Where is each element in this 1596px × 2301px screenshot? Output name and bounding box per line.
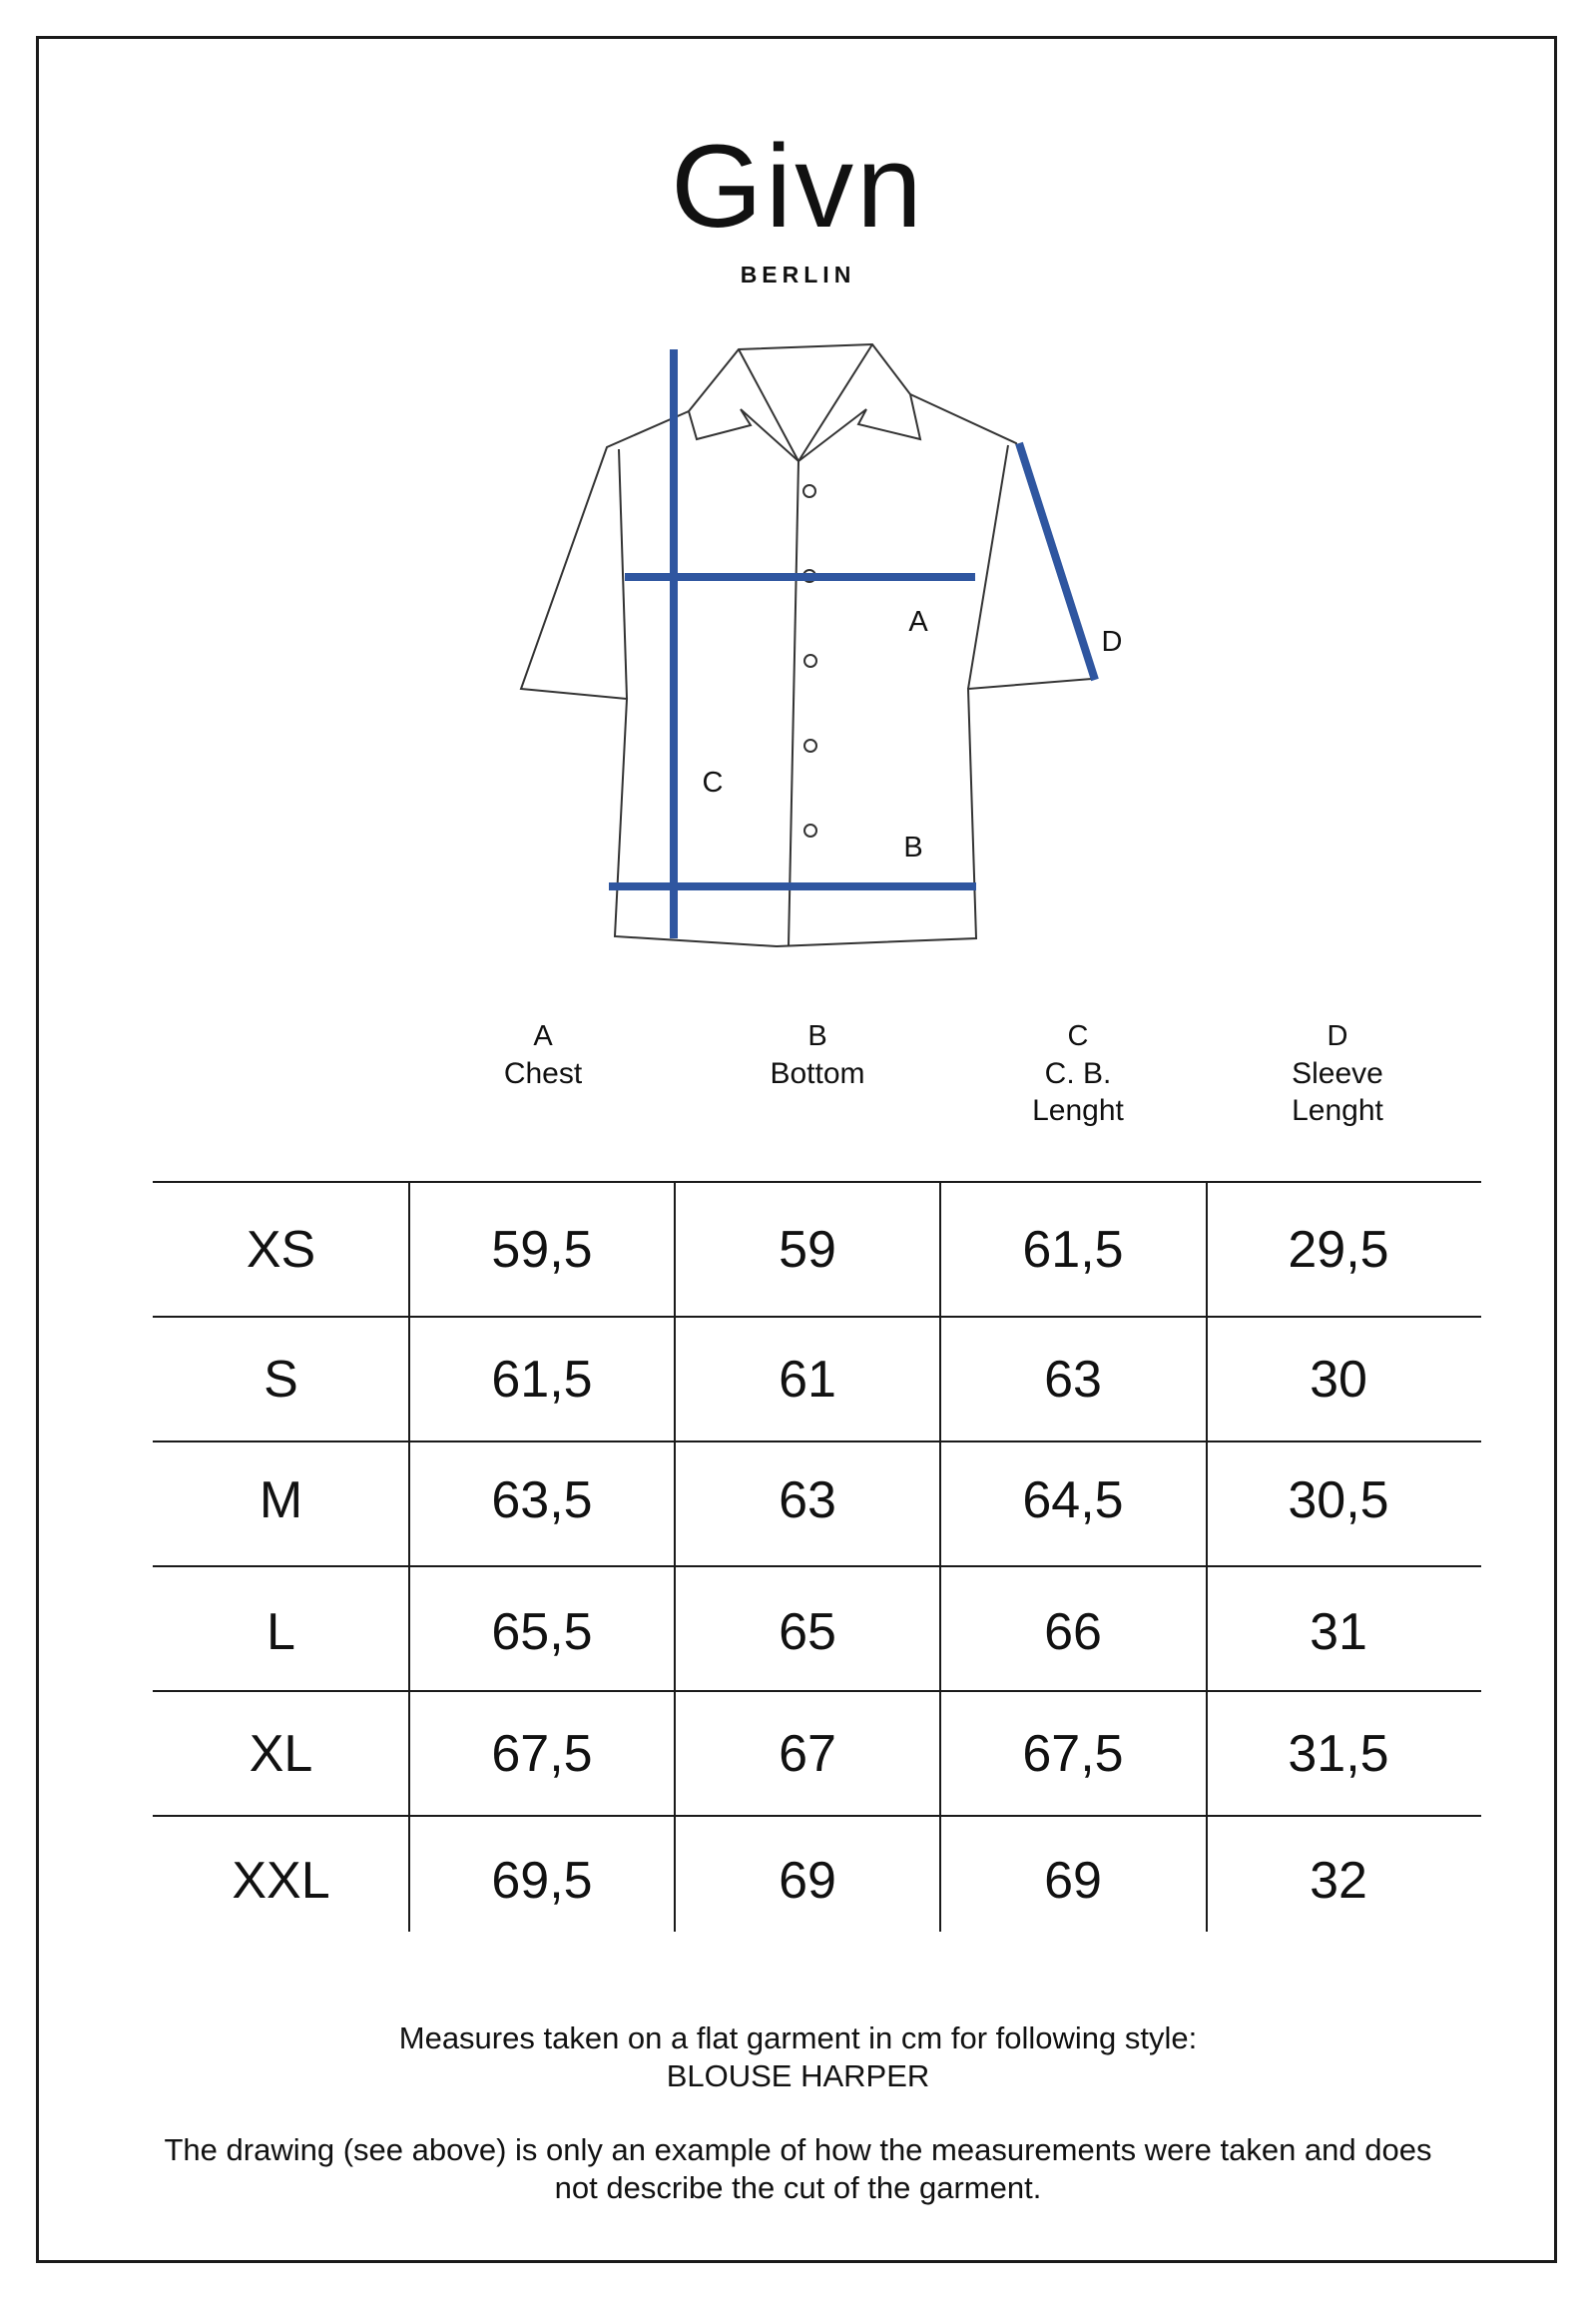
size-cell: M [259, 1471, 303, 1529]
table-row [153, 1316, 1481, 1440]
style-name: BLOUSE HARPER [666, 2058, 930, 2093]
table-row [153, 1815, 1481, 1934]
size-cell: L [266, 1603, 295, 1661]
value-cell: 61,5 [1022, 1220, 1124, 1279]
column-name: Bottom [770, 1057, 865, 1090]
value-cell: 69,5 [491, 1852, 593, 1910]
value-cell: 59 [779, 1220, 836, 1279]
value-cell: 61 [779, 1350, 836, 1409]
value-cell: 61,5 [491, 1350, 593, 1409]
value-cell: 65,5 [491, 1603, 593, 1661]
value-cell: 30,5 [1288, 1471, 1389, 1529]
value-cell: 64,5 [1022, 1471, 1124, 1529]
brand-city: BERLIN [740, 262, 856, 288]
column-header-sleeve-length [1228, 1018, 1447, 1129]
value-cell: 59,5 [491, 1220, 593, 1279]
column-letter: B [807, 1020, 827, 1052]
table-divider [1206, 1181, 1208, 1932]
brand-logo: Givn [671, 121, 925, 253]
label-b: B [903, 832, 923, 863]
value-cell: 32 [1310, 1852, 1367, 1910]
value-cell: 63,5 [491, 1471, 593, 1529]
measure-note: Measures taken on a flat garment in cm for following style: [398, 2020, 1198, 2055]
column-letter: C [1067, 1020, 1089, 1052]
value-cell: 65 [779, 1603, 836, 1661]
column-name: C. B. Lenght [1032, 1057, 1124, 1127]
value-cell: 63 [779, 1471, 836, 1529]
value-cell: 31,5 [1288, 1724, 1389, 1783]
value-cell: 67 [779, 1724, 836, 1783]
shirt-outline [521, 344, 1092, 946]
column-letter: D [1327, 1020, 1348, 1052]
disclaimer-line-2: not describe the cut of the garment. [554, 2170, 1042, 2205]
size-cell: XXL [232, 1852, 330, 1910]
size-cell: XL [249, 1724, 313, 1783]
value-cell: 67,5 [1022, 1724, 1124, 1783]
value-cell: 67,5 [491, 1724, 593, 1783]
table-divider [939, 1181, 941, 1932]
value-cell: 69 [779, 1852, 836, 1910]
table-row [153, 1440, 1481, 1565]
column-header-chest [433, 1018, 653, 1092]
sleeve-measure-line [1019, 443, 1095, 680]
size-cell: S [264, 1350, 298, 1409]
table-row [153, 1565, 1481, 1690]
value-cell: 66 [1044, 1603, 1102, 1661]
measurement-lines [609, 349, 1095, 938]
label-a: A [908, 606, 928, 638]
value-cell: 69 [1044, 1852, 1102, 1910]
table-row [153, 1690, 1481, 1815]
column-letter: A [533, 1020, 553, 1052]
value-cell: 29,5 [1288, 1220, 1389, 1279]
column-name: Chest [503, 1057, 583, 1090]
shirt-measurement-diagram [0, 0, 1596, 978]
column-name: Sleeve Lenght [1292, 1057, 1383, 1127]
disclaimer-line-1: The drawing (see above) is only an example of how the measurements were taken and does [164, 2132, 1432, 2167]
column-header-bottom [708, 1018, 927, 1092]
value-cell: 63 [1044, 1350, 1102, 1409]
table-row [153, 1181, 1481, 1316]
column-header-cb-length [968, 1018, 1188, 1129]
label-d: D [1101, 626, 1123, 658]
size-cell: XS [246, 1220, 316, 1279]
table-divider [674, 1181, 676, 1932]
value-cell: 30 [1310, 1350, 1367, 1409]
value-cell: 31 [1310, 1603, 1367, 1661]
label-c: C [702, 767, 724, 799]
table-divider [408, 1181, 410, 1932]
